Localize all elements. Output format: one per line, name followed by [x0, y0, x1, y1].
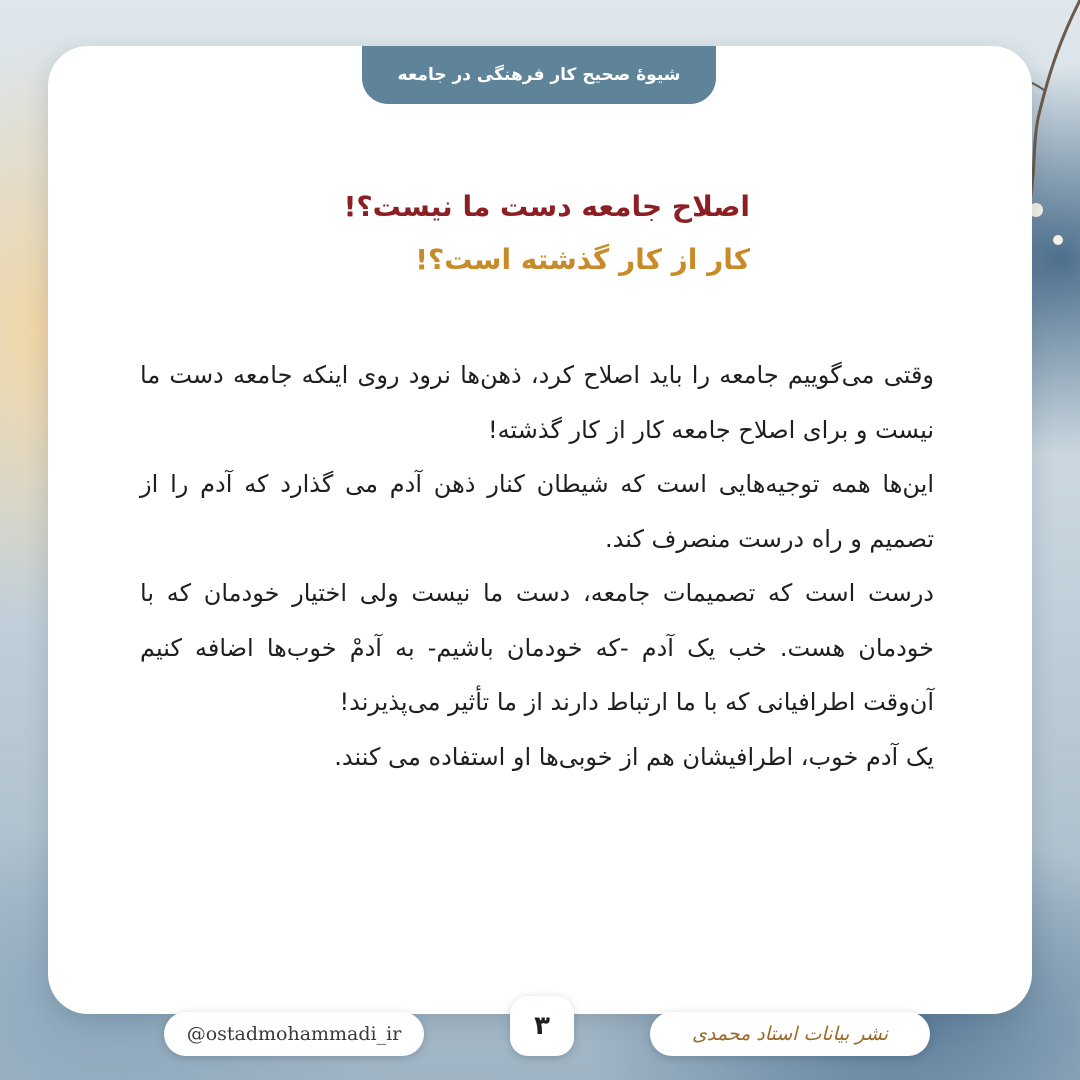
- body-paragraph: وقتی می‌گوییم جامعه را باید اصلاح کرد، ذهن‌ها نرود روی اینکه جامعه دست ما نیست و برای اصلاح جامعه کار از کار گذشته!: [140, 361, 934, 444]
- social-handle: @ostadmohammadi_ir: [164, 1012, 424, 1056]
- page-number: ۳: [510, 996, 574, 1056]
- publisher-signature: نشر بیانات استاد محمدی: [650, 1012, 930, 1056]
- topic-header: شیوهٔ صحیح کار فرهنگی در جامعه: [362, 46, 716, 104]
- body-paragraph: این‌ها همه توجیه‌هایی است که شیطان کنار ذهن آدم می گذارد که آدم را از تصمیم و راه درست منصرف کند.: [140, 470, 934, 553]
- title-line-1: اصلاح جامعه دست ما نیست؟!: [343, 190, 750, 223]
- title-line-2: کار از کار گذشته است؟!: [415, 243, 750, 276]
- body-paragraph: درست است که تصمیمات جامعه، دست ما نیست ولی اختیار خودمان که با خودمان هست. خب یک آدم -که خودمان باشیم- به آدمْ خوب‌ها اضافه کنیم آن‌وقت اطرافیانی که با ما ارتباط دارند از ما تأثیر می‌پذیرند!: [140, 579, 934, 716]
- body-paragraph: یک آدم خوب، اطرافیشان هم از خوبی‌ها او استفاده می کنند.: [334, 742, 934, 771]
- body-text: [140, 348, 934, 784]
